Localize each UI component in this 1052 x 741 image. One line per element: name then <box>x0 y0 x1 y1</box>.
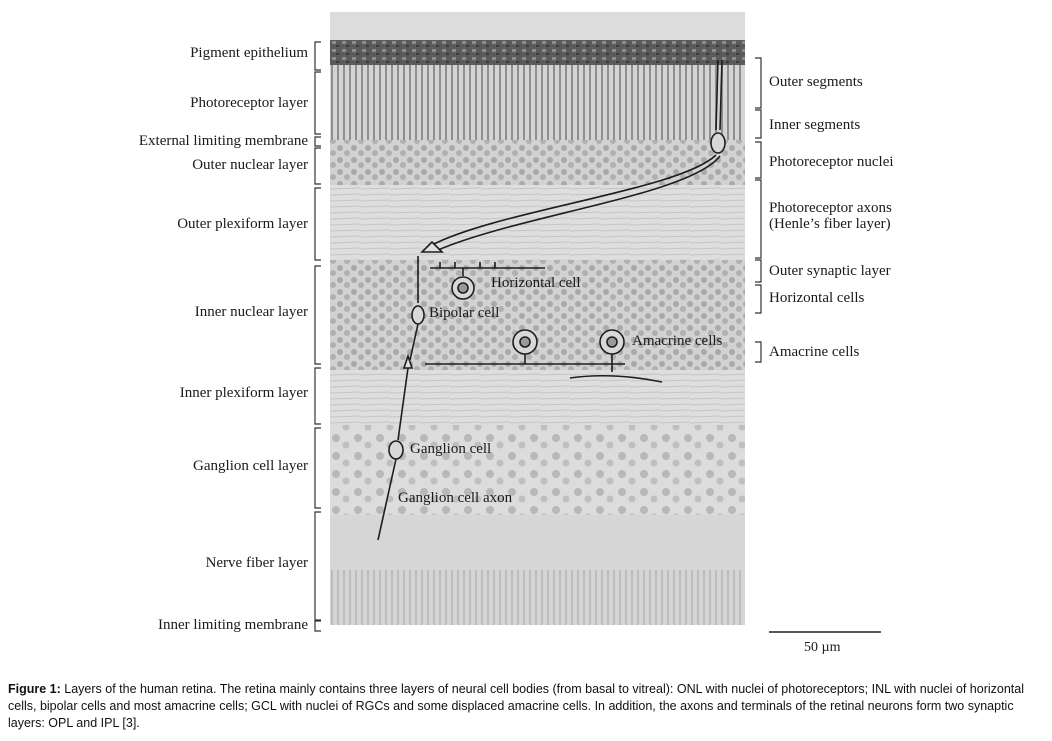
label-photoreceptor-axons: Photoreceptor axons <box>769 200 892 216</box>
label-external-limiting-membrane: External limiting membrane <box>138 133 308 149</box>
caption-text: Layers of the human retina. The retina mainly contains three layers of neural cell bodies (from basal to vitreal): ONL with nuclei of photoreceptors; INL with nuclei of horizontal cells, bipolar cells and most amacrine cells; GCL with nuclei of RGCs and some displaced amacrine cells. In addition, the axons and terminals of the retinal neurons form two synaptic layers: OPL and IPL [3]. <box>8 682 1025 730</box>
label-ganglion-cell: Ganglion cell <box>410 441 492 457</box>
label-horizontal-cell: Horizontal cell <box>491 275 581 291</box>
scale-bar-label: 50 µm <box>804 640 841 655</box>
label-henles-fiber-layer: (Henle’s fiber layer) <box>769 216 891 232</box>
label-photoreceptor-layer: Photoreceptor layer <box>190 95 308 111</box>
label-inner-segments: Inner segments <box>769 117 861 133</box>
label-photoreceptor-nuclei: Photoreceptor nuclei <box>769 154 894 170</box>
label-outer-segments: Outer segments <box>769 74 863 90</box>
label-inner-plexiform-layer: Inner plexiform layer <box>179 385 308 401</box>
label-ganglion-cell-axon: Ganglion cell axon <box>398 490 513 506</box>
label-horizontal-cells: Horizontal cells <box>769 290 865 306</box>
caption-prefix: Figure 1: <box>8 682 61 696</box>
label-inner-nuclear-layer: Inner nuclear layer <box>194 304 308 320</box>
label-amacrine-cells: Amacrine cells <box>632 333 723 349</box>
label-outer-nuclear-layer: Outer nuclear layer <box>192 157 308 173</box>
label-ganglion-cell-layer: Ganglion cell layer <box>193 458 308 474</box>
label-nerve-fiber-layer: Nerve fiber layer <box>205 555 308 571</box>
figure-caption <box>8 681 1048 732</box>
label-outer-plexiform-layer: Outer plexiform layer <box>177 216 308 232</box>
label-outer-synaptic-layer: Outer synaptic layer <box>769 263 891 279</box>
label-bipolar-cell: Bipolar cell <box>429 305 500 321</box>
label-amacrine-cells-right: Amacrine cells <box>769 344 860 360</box>
label-pigment-epithelium: Pigment epithelium <box>190 45 308 61</box>
label-inner-limiting-membrane: Inner limiting membrane <box>158 617 308 633</box>
